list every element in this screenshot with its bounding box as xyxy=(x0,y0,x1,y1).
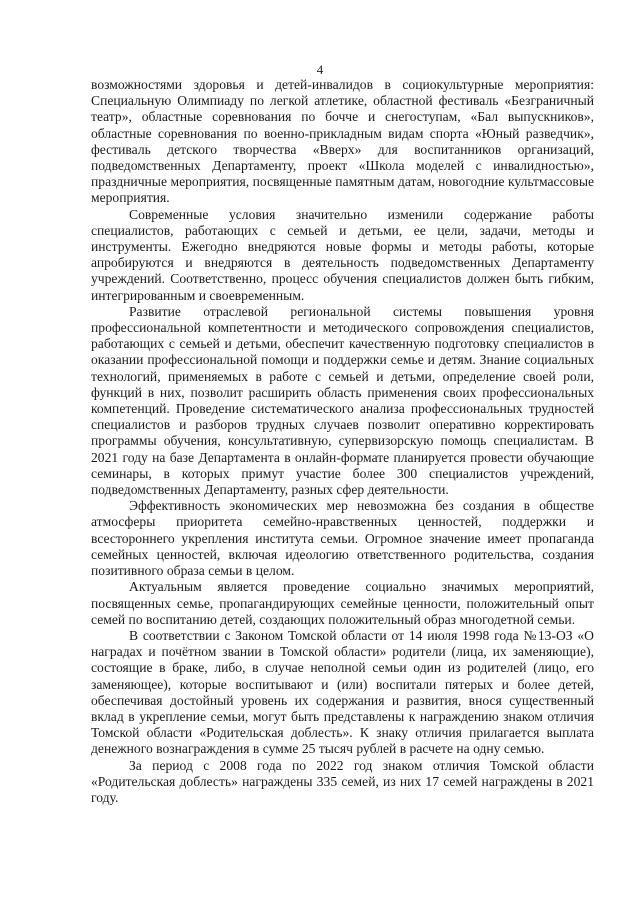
paragraph-events-list: возможностями здоровья и детей-инвалидов в социокультурные мероприятия: Специальную Олимпиаду по легкой атлетике, областной фестиваль «Безграничный театр», областные соревнования по бочче и снегоступам, «Бал выпускников», областные соревнования по военно-прикладным видам спорта «Юный разведчик», фестиваль детского творчества «Вверх» для воспитанников организаций, подведомственных Департаменту, проект «Школа моделей с инвалидностью», праздничные мероприятия, посвященные памятным датам, новогодние культмассовые мероприятия. xyxy=(91,77,594,206)
paragraph-family-events: Актуальным является проведение социально значимых мероприятий, посвященных семье, пропагандирующих семейные ценности, положительный опыт семей по воспитанию детей, создающих положительный образ многодетной семьи. xyxy=(91,579,594,627)
paragraph-modern-conditions: Современные условия значительно изменили содержание работы специалистов, работающих с семьей и детьми, ее цели, задачи, методы и инструменты. Ежегодно внедряются новые формы и методы работы, которые апробируются и внедряются в деятельность подведомственных Департаменту учреждений. Соответственно, процесс обучения специалистов должен быть гибким, интегрированным и своевременным. xyxy=(91,206,594,303)
document-body xyxy=(91,77,594,806)
page-number: 4 xyxy=(316,62,324,77)
paragraph-economic-measures: Эффективность экономических мер невозможна без создания в обществе атмосферы приоритета семейно-нравственных ценностей, поддержки и всестороннего укрепления института семьи. Огромное значение имеет пропаганда семейных ценностей, включая идеологию ответственного родительства, создания позитивного образа семьи в целом. xyxy=(91,498,594,579)
paragraph-tomsk-law: В соответствии с Законом Томской области от 14 июля 1998 года №13-ОЗ «О наградах и почётном звании в Томской области» родители (лица, их заменяющие), состоящие в браке, либо, в случае неполной семьи один из родителей (лицо, его заменяющее), которые воспитывают и (или) воспитали пятерых и более детей, обеспечивая достойный уровень их содержания и развития, внося существенный вклад в укрепление семьи, могут быть представлены к награждению знаком отличия Томской области «Родительская доблесть». К знаку отличия прилагается выплата денежного вознаграждения в сумме 25 тысяч рублей в расчете на одну семью. xyxy=(91,627,594,757)
paragraph-system-development: Развитие отраслевой региональной системы повышения уровня профессиональной компетентности и методического сопровождения специалистов, работающих с семьей и детьми, обеспечит качественную подготовку специалистов в оказании профессиональной помощи и поддержки семье и детям. Знание социальных технологий, применяемых в работе с семьей и детьми, определение своей роли, функций в них, позволит расширить область применения своих профессиональных компетенций. Проведение систематического анализа профессиональных трудностей специалистов и разборов трудных случаев позволит оперативно корректировать программы обучения, консультативную, супервизорскую помощь специалистам. В 2021 году на базе Департамента в онлайн-формате планируется провести обучающие семинары, в которых примут участие более 300 специалистов учреждений, подведомственных Департаменту, разных сфер деятельности. xyxy=(91,303,594,498)
paragraph-award-statistics: За период с 2008 года по 2022 год знаком отличия Томской области «Родительская доблесть» награждены 335 семей, из них 17 семей награждены в 2021 году. xyxy=(91,757,594,805)
